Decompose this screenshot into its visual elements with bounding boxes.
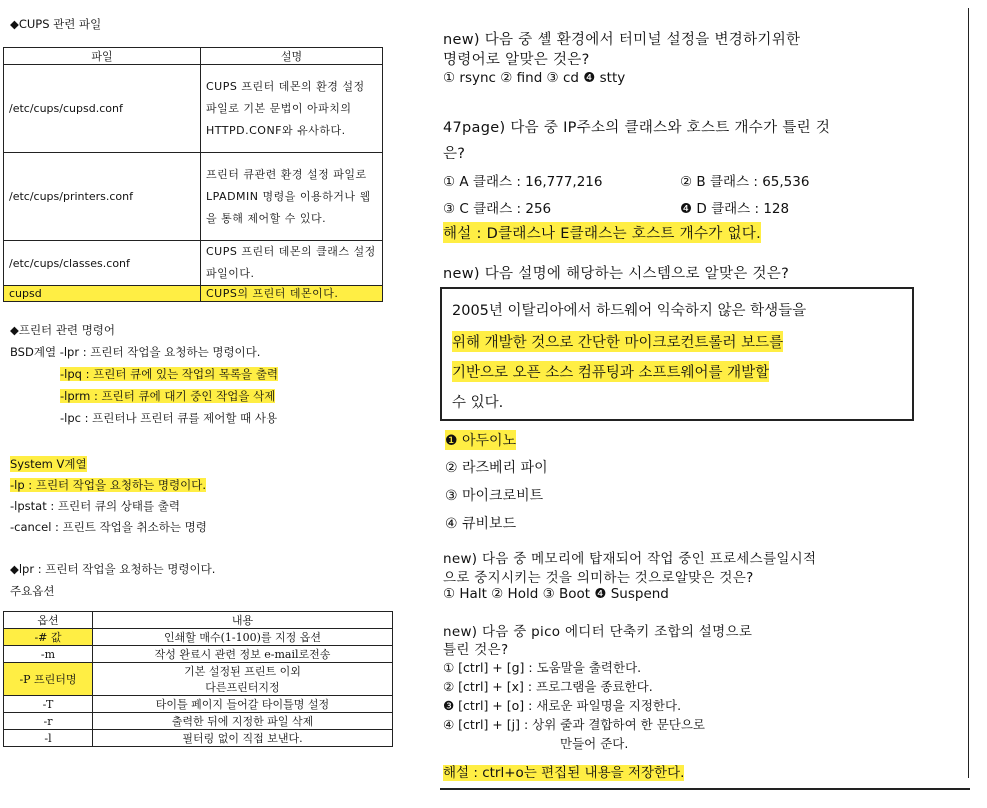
q2-text: 은? bbox=[443, 146, 466, 162]
table-row bbox=[4, 713, 393, 730]
table-row bbox=[4, 153, 383, 241]
lpr-title: ◆lpr : 프린터 작업을 요청하는 명령이다. bbox=[10, 562, 216, 576]
table-cell-file: cupsd bbox=[4, 286, 201, 302]
table-cell-content: 인쇄할 매수(1-100)를 지정 옵션 bbox=[93, 629, 393, 646]
q4-choices: ① Halt ② Hold ③ Boot ❹ Suspend bbox=[443, 586, 669, 602]
q5-choice: ② [ctrl] + [x] : 프로그램을 종료한다. bbox=[443, 679, 653, 694]
table-cell-content: 다른프린터지정 bbox=[93, 679, 393, 696]
sysv-title: System V계열 bbox=[10, 457, 87, 471]
box-line: 기반으로 오픈 소스 컴퓨팅과 소프트웨어를 개발할 bbox=[452, 361, 769, 382]
bsd-intro: BSD계열 -lpr : 프린터 작업을 요청하는 명령이다. bbox=[10, 345, 261, 359]
box-line: 수 있다. bbox=[452, 395, 504, 411]
q3-choice: ② 라즈베리 파이 bbox=[445, 460, 548, 476]
table-cell-desc: CUPS 프린터 데몬의 환경 설정 파일로 기본 문법이 아파치의 HTTPD.CONF와 유사하다. bbox=[201, 65, 383, 153]
bsd-item: -lpq : 프린터 큐에 있는 작업의 목록을 출력 bbox=[60, 367, 279, 381]
table-cell-option: -P 프린터명 bbox=[4, 663, 93, 696]
table-row bbox=[4, 646, 393, 663]
table-header-desc: 설명 bbox=[201, 48, 383, 65]
table-row bbox=[4, 241, 383, 286]
box-line: 2005년 이탈리아에서 하드웨어 익숙하지 않은 학생들을 bbox=[452, 303, 807, 319]
cups-files-table bbox=[3, 47, 383, 302]
q3-choice: ③ 마이크로비트 bbox=[445, 488, 544, 504]
table-header-option: 옵션 bbox=[4, 612, 93, 629]
lpr-options-table bbox=[3, 611, 393, 747]
q3-choice: ④ 큐비보드 bbox=[445, 516, 517, 532]
table-cell-content: 타이틀 페이지 들어갈 타이틀명 설정 bbox=[93, 696, 393, 713]
table-header-content: 내용 bbox=[93, 612, 393, 629]
bottom-rule bbox=[440, 788, 970, 790]
q3-description-box bbox=[440, 287, 914, 421]
table-cell-file: /etc/cups/printers.conf bbox=[4, 153, 201, 241]
bsd-item: -lprm : 프린터 큐에 대기 중인 작업을 삭제 bbox=[60, 389, 276, 403]
box-line: 위해 개발한 것으로 간단한 마이크로컨트롤러 보드를 bbox=[452, 331, 783, 352]
q5-choice: 만들어 준다. bbox=[560, 736, 629, 751]
q3-text: new) 다음 설명에 해당하는 시스템으로 알맞은 것은? bbox=[443, 266, 790, 282]
table-cell-content: 기본 설정된 프린트 이외 bbox=[93, 663, 393, 680]
q5-choice: ❸ [ctrl] + [o] : 새로운 파일명을 지정한다. bbox=[443, 698, 682, 713]
q5-choice: ① [ctrl] + [g] : 도움말을 출력한다. bbox=[443, 660, 642, 675]
bsd-item: -lpc : 프린터나 프린터 큐를 제어할 때 사용 bbox=[60, 411, 278, 425]
q2-choice: ❹ D 클래스 : 128 bbox=[680, 201, 790, 217]
sysv-item: -lp : 프린터 작업을 요청하는 명령이다. bbox=[10, 478, 206, 492]
q3-choice: ❶ 아두이노 bbox=[445, 430, 516, 450]
table-cell-desc: 프린터 큐관련 환경 설정 파일로 LPADMIN 명령을 이용하거나 웹을 통해 제어할 수 있다. bbox=[201, 153, 383, 241]
q1-text: 명령어로 알맞은 것은? bbox=[443, 52, 590, 68]
q2-text: 47page) 다음 중 IP주소의 클래스와 호스트 개수가 틀린 것 bbox=[443, 120, 831, 136]
sysv-item: -lpstat : 프린터 큐의 상태를 출력 bbox=[10, 499, 180, 513]
q4-text: new) 다음 중 메모리에 탑재되어 작업 중인 프로세스를일시적 bbox=[443, 551, 817, 567]
cups-section-title: ◆CUPS 관련 파일 bbox=[10, 17, 102, 31]
q2-explanation: 해설 : D클래스나 E클래스는 호스트 개수가 없다. bbox=[443, 222, 761, 243]
table-cell-option: -m bbox=[4, 646, 93, 663]
table-cell-option: -T bbox=[4, 696, 93, 713]
table-row bbox=[4, 65, 383, 153]
q4-text: 으로 중지시키는 것을 의미하는 것으로알맞은 것은? bbox=[443, 570, 754, 586]
table-cell-desc: CUPS 프린터 데몬의 클래스 설정 파일이다. bbox=[201, 241, 383, 286]
q5-explanation: 해설 : ctrl+o는 편집된 내용을 저장한다. bbox=[443, 765, 685, 781]
table-cell-content: 작성 완료시 관련 정보 e-mail로전송 bbox=[93, 646, 393, 663]
table-row bbox=[4, 730, 393, 747]
column-divider bbox=[968, 8, 969, 778]
table-header-file: 파일 bbox=[4, 48, 201, 65]
table-cell-content: 필터링 없이 직접 보낸다. bbox=[93, 730, 393, 747]
table-row bbox=[4, 629, 393, 646]
table-cell-file: /etc/cups/classes.conf bbox=[4, 241, 201, 286]
table-cell-file: /etc/cups/cupsd.conf bbox=[4, 65, 201, 153]
table-row bbox=[4, 663, 393, 680]
table-cell-option: -r bbox=[4, 713, 93, 730]
table-row bbox=[4, 286, 383, 302]
q5-text: 틀린 것은? bbox=[443, 642, 509, 658]
q2-choice: ① A 클래스 : 16,777,216 bbox=[443, 174, 603, 190]
q1-choices: ① rsync ② find ③ cd ❹ stty bbox=[443, 70, 626, 86]
sysv-item: -cancel : 프린트 작업을 취소하는 명령 bbox=[10, 520, 207, 534]
q1-text: new) 다음 중 셸 환경에서 터미널 설정을 변경하기위한 bbox=[443, 32, 801, 48]
printer-commands-title: ◆프린터 관련 명령어 bbox=[10, 323, 116, 337]
table-cell-option: -l bbox=[4, 730, 93, 747]
q2-choice: ② B 클래스 : 65,536 bbox=[680, 174, 810, 190]
table-row bbox=[4, 696, 393, 713]
table-cell-content: 출력한 뒤에 지정한 파일 삭제 bbox=[93, 713, 393, 730]
table-cell-desc: CUPS의 프린터 데몬이다. bbox=[201, 286, 383, 302]
table-cell-option: -# 값 bbox=[4, 629, 93, 646]
q2-choice: ③ C 클래스 : 256 bbox=[443, 201, 552, 217]
q5-choice: ④ [ctrl] + [j] : 상위 줄과 결합하여 한 문단으로 bbox=[443, 717, 705, 732]
options-label: 주요옵션 bbox=[10, 584, 55, 598]
q5-text: new) 다음 중 pico 에디터 단축키 조합의 설명으로 bbox=[443, 624, 753, 640]
